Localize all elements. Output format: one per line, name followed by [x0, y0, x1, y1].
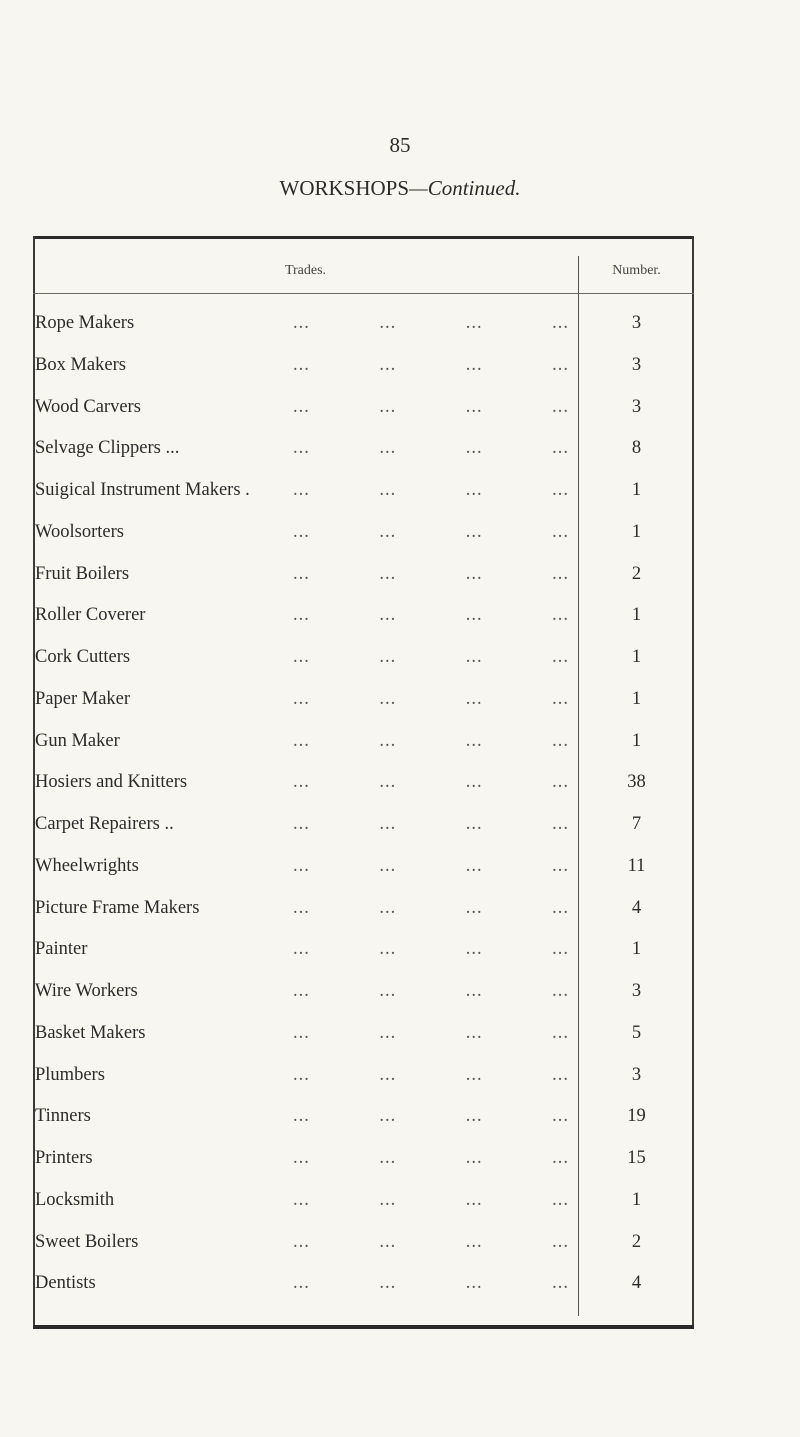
- leader-dots: ...: [465, 688, 483, 709]
- dot-leader: [293, 1104, 569, 1128]
- table-row: [33, 1230, 694, 1272]
- leader-dots: ...: [379, 354, 397, 375]
- leader-dots: ...: [465, 605, 483, 626]
- leader-dots: ...: [552, 1106, 569, 1127]
- trade-name: Picture Frame Makers: [35, 897, 200, 918]
- leader-dots: ...: [293, 855, 310, 876]
- trade-number: 5: [631, 1022, 642, 1043]
- table-top-rule: [33, 236, 694, 239]
- leader-dots: ...: [293, 897, 310, 918]
- dot-leader: [293, 687, 569, 711]
- leader-dots: ...: [552, 1231, 569, 1252]
- leader-dots: ...: [379, 814, 397, 834]
- dot-leader: [293, 937, 569, 961]
- trade-name: Roller Coverer: [35, 605, 146, 626]
- column-header-number: Number.: [612, 263, 661, 278]
- leader-dots: ...: [379, 688, 397, 709]
- table-row: [33, 1021, 694, 1063]
- leader-dots: ...: [293, 1064, 310, 1085]
- leader-dots: ...: [465, 563, 483, 584]
- leader-dots: ...: [552, 855, 569, 876]
- leader-dots: ...: [293, 521, 310, 542]
- leader-dots: ...: [379, 897, 397, 918]
- leader-dots: ...: [465, 1231, 483, 1252]
- leader-dots: ...: [465, 981, 483, 1001]
- dot-leader: [293, 1271, 569, 1295]
- leader-dots: ...: [293, 1189, 310, 1210]
- table-row: [33, 395, 694, 437]
- trade-number: 4: [631, 897, 642, 918]
- leader-dots: ...: [379, 1273, 397, 1294]
- table-row: [33, 896, 694, 938]
- leader-dots: ...: [465, 1189, 483, 1210]
- table-header-rule: [33, 293, 694, 294]
- leader-dots: ...: [293, 688, 310, 709]
- leader-dots: ...: [552, 981, 569, 1001]
- leader-dots: ...: [552, 814, 569, 834]
- trade-name: Box Makers: [35, 354, 126, 375]
- trade-number: 38: [627, 772, 646, 793]
- dot-leader: [293, 854, 569, 878]
- dot-leader: [293, 770, 569, 794]
- leader-dots: ...: [379, 480, 397, 500]
- dot-leader: [293, 645, 569, 669]
- dot-leader: [293, 896, 569, 920]
- leader-dots: ...: [379, 647, 397, 667]
- dot-leader: [293, 311, 569, 335]
- trade-name: Sweet Boilers: [35, 1231, 139, 1252]
- trade-number: 4: [631, 1273, 642, 1294]
- leader-dots: ...: [465, 480, 483, 500]
- leader-dots: ...: [552, 1148, 569, 1168]
- leader-dots: ...: [293, 647, 310, 667]
- leader-dots: ...: [552, 1064, 569, 1085]
- trade-number: 7: [631, 814, 642, 834]
- leader-dots: ...: [293, 772, 310, 793]
- trade-name: Hosiers and Knitters: [35, 772, 188, 793]
- leader-dots: ...: [552, 897, 569, 918]
- leader-dots: ...: [552, 939, 569, 960]
- table-row: [33, 1146, 694, 1188]
- leader-dots: ...: [552, 396, 569, 417]
- page-heading: [0, 176, 800, 201]
- leader-dots: ...: [465, 1022, 483, 1043]
- leader-dots: ...: [293, 981, 310, 1001]
- leader-dots: ...: [379, 730, 397, 751]
- leader-dots: ...: [293, 1231, 310, 1252]
- trade-number: 3: [631, 981, 642, 1001]
- leader-dots: ...: [293, 396, 310, 417]
- leader-dots: ...: [465, 814, 483, 834]
- leader-dots: ...: [293, 1148, 310, 1168]
- table-row: [33, 729, 694, 771]
- table-row: [33, 353, 694, 395]
- trade-name: Gun Maker: [35, 730, 120, 751]
- table-row: [33, 979, 694, 1021]
- dot-leader: [293, 603, 569, 627]
- trade-name: Wheelwrights: [35, 855, 139, 876]
- leader-dots: ...: [552, 688, 569, 709]
- leader-dots: ...: [552, 521, 569, 542]
- leader-dots: ...: [379, 855, 397, 876]
- leader-dots: ...: [293, 605, 310, 626]
- leader-dots: ...: [293, 1106, 310, 1127]
- leader-dots: ...: [552, 480, 569, 500]
- heading-title: WORKSHOPS: [279, 176, 410, 200]
- leader-dots: ...: [465, 855, 483, 876]
- leader-dots: ...: [552, 1189, 569, 1210]
- trade-number: 15: [627, 1148, 646, 1168]
- leader-dots: ...: [465, 396, 483, 417]
- leader-dots: ...: [379, 981, 397, 1001]
- leader-dots: ...: [379, 772, 397, 793]
- trade-number: 1: [631, 605, 642, 626]
- leader-dots: ...: [379, 438, 397, 459]
- leader-dots: ...: [552, 647, 569, 667]
- table-row: [33, 1063, 694, 1105]
- leader-dots: ...: [552, 772, 569, 793]
- leader-dots: ...: [293, 730, 310, 751]
- leader-dots: ...: [379, 521, 397, 542]
- trade-name: Printers: [35, 1148, 93, 1168]
- table-row: [33, 1271, 694, 1313]
- leader-dots: ...: [465, 939, 483, 960]
- leader-dots: ...: [465, 897, 483, 918]
- trade-name: Carpet Repairers ..: [35, 814, 174, 834]
- table-row: [33, 1188, 694, 1230]
- table-row: [33, 937, 694, 979]
- dot-leader: [293, 1230, 569, 1254]
- dot-leader: [293, 1063, 569, 1087]
- trade-name: Paper Maker: [35, 688, 131, 709]
- trade-number: 3: [631, 313, 642, 333]
- leader-dots: ...: [293, 354, 310, 375]
- table-body: [33, 311, 694, 1313]
- table-row: [33, 770, 694, 812]
- trade-name: Suigical Instrument Makers .: [35, 480, 250, 500]
- trade-number: 1: [631, 939, 642, 960]
- leader-dots: ...: [552, 438, 569, 459]
- dot-leader: [293, 812, 569, 836]
- dot-leader: [293, 1146, 569, 1170]
- trade-number: 2: [631, 563, 642, 584]
- page-number: 85: [389, 133, 411, 157]
- leader-dots: ...: [552, 563, 569, 584]
- dot-leader: [293, 1188, 569, 1212]
- leader-dots: ...: [379, 1064, 397, 1085]
- leader-dots: ...: [465, 1148, 483, 1168]
- leader-dots: ...: [465, 521, 483, 542]
- trade-name: Plumbers: [35, 1064, 105, 1085]
- trade-number: 1: [631, 688, 642, 709]
- leader-dots: ...: [379, 1106, 397, 1127]
- leader-dots: ...: [465, 1273, 483, 1294]
- leader-dots: ...: [293, 313, 310, 333]
- leader-dots: ...: [379, 939, 397, 960]
- table-row: [33, 854, 694, 896]
- trade-name: Fruit Boilers: [35, 563, 130, 584]
- leader-dots: ...: [379, 563, 397, 584]
- leader-dots: ...: [465, 313, 483, 333]
- trade-number: 3: [631, 1064, 642, 1085]
- table-row: [33, 687, 694, 729]
- leader-dots: ...: [379, 1148, 397, 1168]
- trade-number: 1: [631, 480, 642, 500]
- leader-dots: ...: [552, 605, 569, 626]
- leader-dots: ...: [552, 313, 569, 333]
- leader-dots: ...: [379, 1189, 397, 1210]
- dot-leader: [293, 395, 569, 419]
- table-row: [33, 520, 694, 562]
- leader-dots: ...: [293, 939, 310, 960]
- trade-number: 3: [631, 396, 642, 417]
- table-row: [33, 436, 694, 478]
- trade-number: 1: [631, 1189, 642, 1210]
- trade-number: 11: [627, 855, 646, 876]
- table-row: [33, 311, 694, 353]
- trade-name: Cork Cutters: [35, 647, 131, 667]
- trade-number: 2: [631, 1231, 642, 1252]
- leader-dots: ...: [293, 1022, 310, 1043]
- dot-leader: [293, 1021, 569, 1045]
- leader-dots: ...: [465, 772, 483, 793]
- table-row: [33, 1104, 694, 1146]
- table-row: [33, 603, 694, 645]
- leader-dots: ...: [293, 563, 310, 584]
- trade-name: Painter: [35, 939, 88, 960]
- leader-dots: ...: [379, 1022, 397, 1043]
- dot-leader: [293, 478, 569, 502]
- leader-dots: ...: [293, 1273, 310, 1294]
- trade-number: 1: [631, 521, 642, 542]
- leader-dots: ...: [293, 814, 310, 834]
- heading-continued: —Continued.: [409, 176, 521, 200]
- leader-dots: ...: [379, 605, 397, 626]
- trade-number: 19: [627, 1106, 646, 1127]
- leader-dots: ...: [465, 730, 483, 751]
- trade-number: 1: [631, 730, 642, 751]
- table-row: [33, 478, 694, 520]
- dot-leader: [293, 562, 569, 586]
- table-bottom-rule: [33, 1325, 694, 1329]
- leader-dots: ...: [379, 1231, 397, 1252]
- trade-number: 1: [631, 647, 642, 667]
- trade-name: Tinners: [35, 1106, 91, 1127]
- trade-name: Wire Workers: [35, 981, 138, 1001]
- dot-leader: [293, 436, 569, 460]
- table-row: [33, 562, 694, 604]
- trade-name: Dentists: [35, 1273, 96, 1294]
- leader-dots: ...: [552, 1022, 569, 1043]
- leader-dots: ...: [465, 647, 483, 667]
- dot-leader: [293, 729, 569, 753]
- column-header-trades: Trades.: [284, 263, 327, 278]
- leader-dots: ...: [379, 396, 397, 417]
- trade-number: 8: [631, 438, 642, 459]
- leader-dots: ...: [465, 1106, 483, 1127]
- dot-leader: [293, 979, 569, 1003]
- leader-dots: ...: [465, 438, 483, 459]
- leader-dots: ...: [465, 354, 483, 375]
- leader-dots: ...: [552, 354, 569, 375]
- trade-name: Selvage Clippers ...: [35, 438, 180, 459]
- trade-name: Wood Carvers: [35, 396, 141, 417]
- leader-dots: ...: [465, 1064, 483, 1085]
- leader-dots: ...: [293, 438, 310, 459]
- table-row: [33, 645, 694, 687]
- leader-dots: ...: [379, 313, 397, 333]
- leader-dots: ...: [552, 1273, 569, 1294]
- leader-dots: ...: [293, 480, 310, 500]
- trades-table: [33, 236, 694, 1329]
- dot-leader: [293, 353, 569, 377]
- trade-name: Basket Makers: [35, 1022, 146, 1043]
- trade-name: Rope Makers: [35, 313, 135, 333]
- table-row: [33, 812, 694, 854]
- dot-leader: [293, 520, 569, 544]
- leader-dots: ...: [552, 730, 569, 751]
- trade-name: Woolsorters: [35, 521, 124, 542]
- trade-name: Locksmith: [35, 1189, 115, 1210]
- trade-number: 3: [631, 354, 642, 375]
